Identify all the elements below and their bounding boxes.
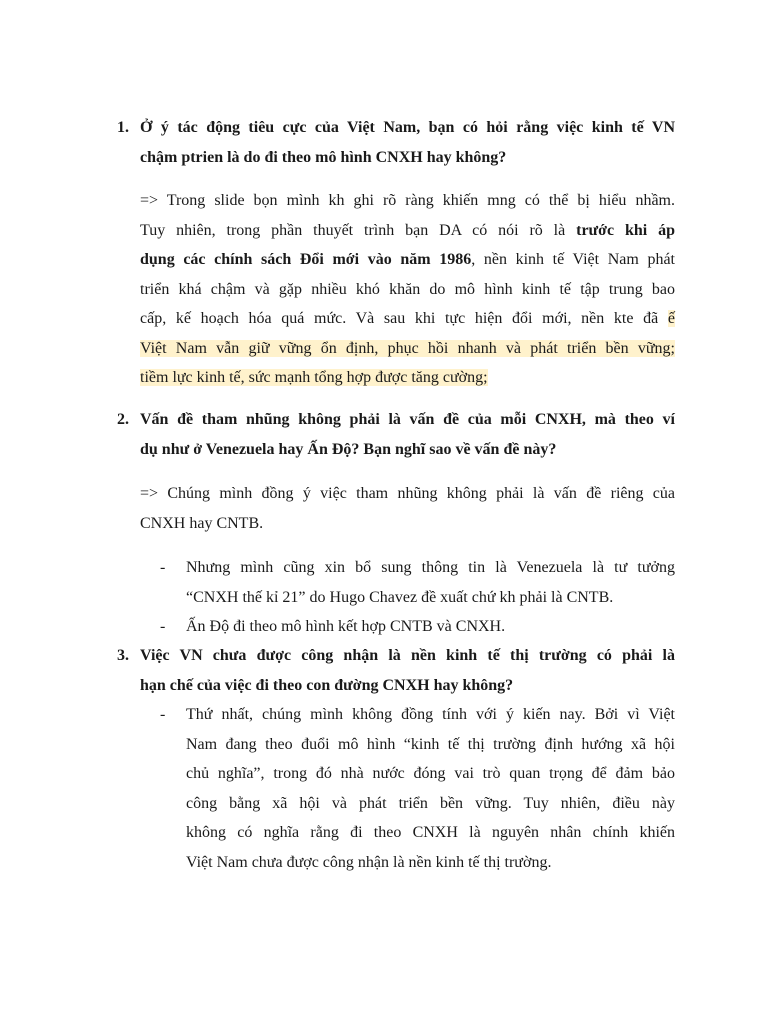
bullet-line: “CNXH thế kỉ 21” do Hugo Chavez đề xuất chứ kh phải là CNTB.	[186, 588, 614, 606]
bullet-line: công bằng xã hội và phát triển bền vững. Tuy nhiên, điều này	[186, 794, 675, 812]
question-2-number: 2.	[117, 411, 129, 428]
answer-1-bold: trước khi áp	[576, 221, 675, 239]
question-1-line-1: Ở ý tác động tiêu cực của Việt Nam, bạn có hỏi rằng việc kinh tế VN	[140, 119, 675, 136]
question-2	[140, 405, 675, 464]
question-3-line-2: hạn chế của việc đi theo con đường CNXH hay không?	[140, 676, 514, 694]
bullet-line: Nhưng mình cũng xin bổ sung thông tin là Venezuela là tư tưởng	[186, 559, 675, 576]
answer-1-line-7	[140, 363, 675, 393]
answer-1-line-1: => Trong slide bọn mình kh ghi rõ ràng khiến mng có thể bị hiểu nhầm.	[140, 192, 675, 209]
answer-2-bullet-2	[186, 612, 675, 642]
answer-1-highlight: tiềm lực kinh tế, sức mạnh tổng hợp được tăng cường;	[140, 369, 488, 386]
question-1	[140, 113, 675, 172]
answer-3-bullet-1	[186, 700, 675, 877]
bullet-dash: -	[160, 559, 166, 576]
answer-1-line-4: triển khá chậm và gặp nhiều khó khăn do mô hình kinh tế tập trung bao	[140, 280, 675, 298]
answer-1-line-2	[140, 216, 675, 246]
bullet-line: Ấn Độ đi theo mô hình kết hợp CNTB và CNXH.	[186, 618, 506, 635]
bullet-line: không có nghĩa rằng đi theo CNXH là nguyên nhân chính khiến	[186, 824, 675, 841]
bullet-dash: -	[160, 618, 166, 635]
answer-1-bold-policy: dụng các chính sách Đổi mới vào năm 1986	[140, 251, 472, 268]
answer-2-line-2: CNXH hay CNTB.	[140, 514, 264, 532]
question-2-line-1: Vấn đề tham nhũng không phải là vấn đề của mỗi CNXH, mà theo ví	[140, 411, 675, 428]
answer-1-text: , nền kinh tế Việt Nam phát	[471, 251, 675, 268]
answer-2	[140, 479, 675, 538]
question-3-number: 3.	[117, 647, 129, 664]
answer-1-line-6	[140, 334, 675, 364]
answer-1-text: cấp, kế hoạch hóa quá mức. Và sau khi tực hiện đổi mới, nền kte đã	[140, 310, 668, 327]
answer-1-text: Tuy nhiên, trong phần thuyết trình bạn DA có nói rõ là	[140, 221, 577, 239]
bullet-dash: -	[160, 706, 166, 723]
bullet-line: Thứ nhất, chúng mình không đồng tính với ý kiến nay. Bởi vì Việt	[186, 706, 675, 723]
answer-1	[140, 186, 675, 393]
question-2-line-2: dụ như ở Venezuela hay Ấn Độ? Bạn nghĩ sao về vấn đề này?	[140, 440, 557, 458]
question-3-line-1: Việc VN chưa được công nhận là nền kinh tế thị trường có phải là	[140, 647, 675, 664]
bullet-line: Việt Nam chưa được công nhận là nền kinh tế thị trường.	[186, 853, 552, 871]
answer-1-line-5	[140, 304, 675, 334]
question-1-number: 1.	[117, 119, 129, 136]
question-1-line-2: chậm ptrien là do đi theo mô hình CNXH hay không?	[140, 148, 507, 166]
answer-1-line-3	[140, 245, 675, 275]
question-3	[140, 641, 675, 700]
answer-2-line-1: => Chúng mình đồng ý việc tham nhũng không phải là vấn đề riêng của	[140, 485, 675, 502]
bullet-line: chủ nghĩa”, trong đó nhà nước đóng vai trò quan trọng để đảm bảo	[186, 765, 675, 782]
answer-2-bullet-1	[186, 553, 675, 612]
answer-1-highlight: ế	[667, 310, 675, 327]
bullet-line: Nam đang theo đuổi mô hình “kinh tế thị trường định hướng xã hội	[186, 735, 675, 753]
answer-1-highlight: Việt Nam vẫn giữ vững ổn định, phục hồi nhanh và phát triển bền vững;	[140, 339, 675, 357]
